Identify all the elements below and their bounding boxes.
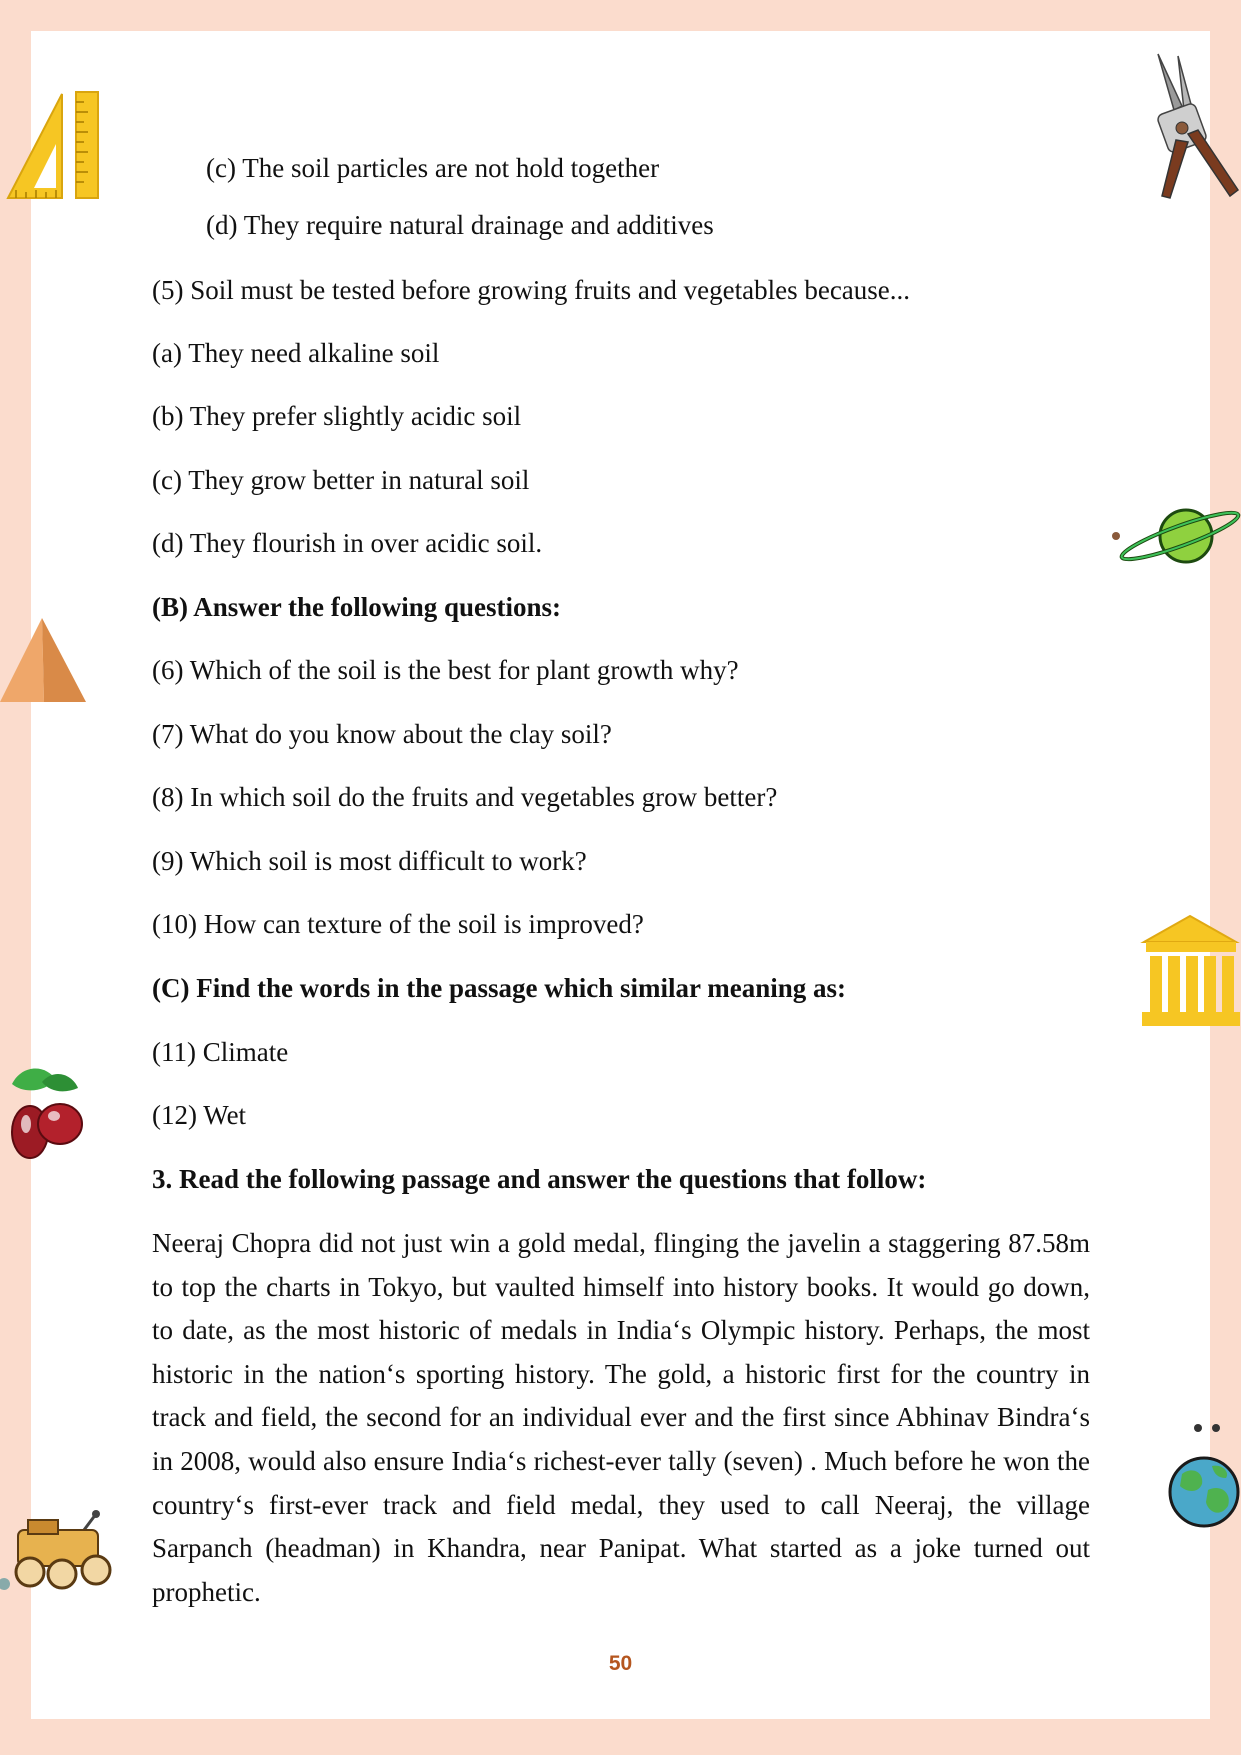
section-c-heading: (C) Find the words in the passage which similar meaning as: (152, 973, 847, 1003)
q5-option-d: (d) They flourish in over acidic soil. (152, 528, 543, 558)
q5-question: (5) Soil must be tested before growing fruits and vegetables because... (152, 275, 911, 305)
greek-temple-icon (1140, 912, 1241, 1030)
planet-saturn-icon (1108, 500, 1241, 572)
question-9: (9) Which soil is most difficult to work? (152, 846, 587, 876)
q5-option-c: (c) They grow better in natural soil (152, 465, 530, 495)
q4-option-c: (c) The soil particles are not hold together (206, 153, 660, 183)
set-square-ruler-icon (4, 88, 102, 200)
pliers-tool-icon (1148, 50, 1240, 200)
q5-option-b: (b) They prefer slightly acidic soil (152, 401, 522, 431)
pyramid-icon (0, 616, 86, 704)
moon-rover-icon (0, 1500, 124, 1596)
section-b-heading: (B) Answer the following questions: (152, 592, 562, 622)
question-10: (10) How can texture of the soil is improved? (152, 909, 644, 939)
red-beans-icon (2, 1062, 88, 1166)
item-12: (12) Wet (152, 1100, 247, 1130)
section-3-heading: 3. Read the following passage and answer the questions that follow: (152, 1164, 927, 1194)
passage-text: Neeraj Chopra did not just win a gold medal, flinging the javelin a staggering 87.58m to top the charts in Tokyo, but vaulted himself into history books. It would go down, to date, as the most historic of medals in India‘s Olympic history. Perhaps, the most historic in the nation‘s sporting history. The gold, a historic first for the country in track and field, the second for an individual ever and the first since Abhinav Bindra‘s in 2008, would also ensure India‘s richest-ever tally (seven) . Much before he won the country‘s first-ever track and field medal, they used to call Neeraj, the village Sarpanch (headman) in Khandra, near Panipat. What started as a joke turned out prophetic. (152, 1228, 1090, 1607)
question-8: (8) In which soil do the fruits and vegetables grow better? (152, 782, 778, 812)
q5-option-a: (a) They need alkaline soil (152, 338, 440, 368)
q4-option-d: (d) They require natural drainage and additives (206, 210, 714, 240)
question-7: (7) What do you know about the clay soil? (152, 719, 612, 749)
question-6: (6) Which of the soil is the best for plant growth why? (152, 655, 739, 685)
item-11: (11) Climate (152, 1037, 289, 1067)
earth-globe-icon (1168, 1422, 1241, 1528)
page-number: 50 (608, 1652, 633, 1675)
